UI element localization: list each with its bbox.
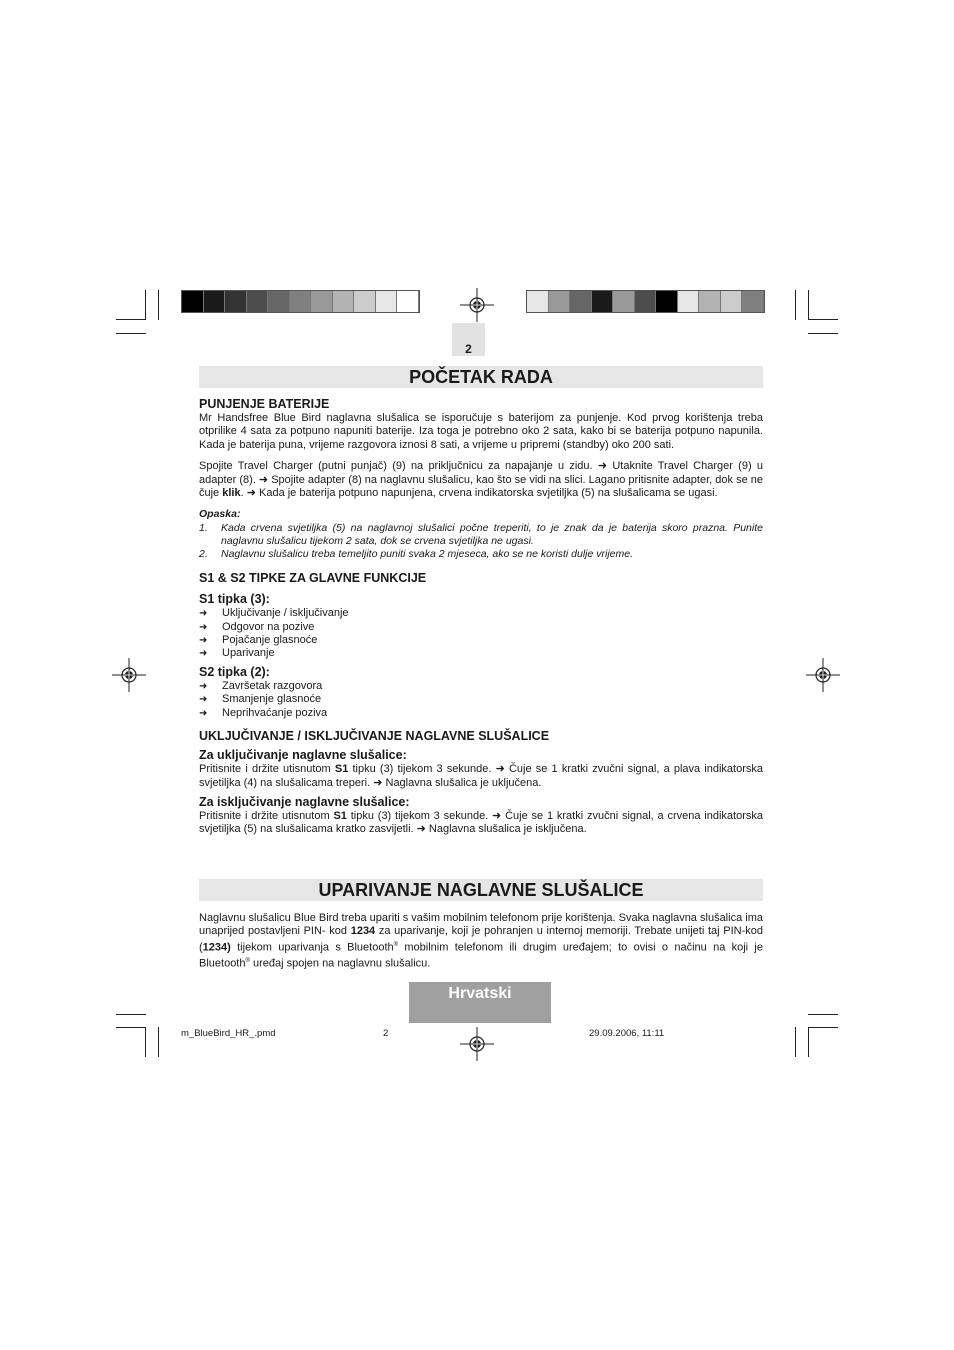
color-swatch <box>311 291 333 312</box>
paragraph-power-on: Pritisnite i držite utisnutom S1 tipku (3) tijekom 3 sekunde. ➜ Čuje se 1 kratki zvučni signal, a plava indikatorska svjetiljka (4) na slušalicama treperi. ➜ Naglavna slušalica je uključena. <box>199 763 764 789</box>
crop-mark <box>795 290 796 320</box>
color-swatch <box>268 291 290 312</box>
section-title-pairing: UPARIVANJE NAGLAVNE SLUŠALICE <box>199 879 763 901</box>
crop-mark <box>808 1014 838 1015</box>
arrow-icon: ➜ <box>199 635 208 647</box>
section-title-getting-started: POČETAK RADA <box>199 366 763 388</box>
page-number: 2 <box>465 342 472 356</box>
arrow-icon: ➜ <box>199 680 208 692</box>
list-item: ➜ Pojačanje glasnoće <box>199 634 318 647</box>
color-swatch <box>570 291 592 312</box>
section-body-getting-started <box>199 397 763 837</box>
color-swatch <box>225 291 247 312</box>
section-body-pairing <box>199 912 763 971</box>
note-title: Opaska: <box>199 508 241 521</box>
arrow-icon: ➜ <box>199 694 208 706</box>
list-item: ➜ Neprihvaćanje poziva <box>199 706 328 719</box>
crop-mark <box>116 1014 146 1015</box>
list-item: ➜ Uparivanje <box>199 647 275 660</box>
crop-mark <box>795 1027 796 1057</box>
crop-mark <box>145 1027 146 1057</box>
crop-mark <box>116 1027 146 1028</box>
heading-s1-key: S1 tipka (3): <box>199 592 270 607</box>
color-swatch <box>549 291 571 312</box>
color-swatch <box>204 291 226 312</box>
color-swatch <box>376 291 398 312</box>
crop-mark <box>808 319 838 320</box>
heading-battery-charging: PUNJENJE BATERIJE <box>199 397 330 411</box>
note-item: 1. Kada crvena svjetiljka (5) na naglavnoj slušalici počne treperiti, to je znak da je baterija skoro prazna. Punite naglavnu slušalicu tijekom 2 sata, dok se crvena svjetiljka ne ugasi. <box>199 521 763 547</box>
heading-power-on: Za uključivanje naglavne slušalice: <box>199 748 407 763</box>
paragraph-pairing: Naglavnu slušalicu Blue Bird treba upariti s vašim mobilnim telefonom prije korištenja. Svaka naglavna slušalica ima unaprijed postavljeni PIN- kod 1234 za uparivanje, koji je pohranjen u internoj memoriji. Trebate unijeti taj PIN-kod (1234) tijekom uparivanja s Bluetooth® mobilnim telefonom ili drugim uređajem; to ovisi o načinu na koji je Bluetooth® uređaj spojen na naglavnu slušalicu. <box>199 912 763 970</box>
color-swatch <box>592 291 614 312</box>
crop-mark <box>158 1027 159 1057</box>
footer-file-name: m_BlueBird_HR_.pmd <box>181 1028 276 1039</box>
heading-power-off: Za isključivanje naglavne slušalice: <box>199 794 410 809</box>
color-swatch <box>721 291 743 312</box>
language-tab: Hrvatski <box>409 982 551 1023</box>
color-swatch <box>247 291 269 312</box>
crop-mark <box>116 319 146 320</box>
crop-mark <box>808 290 809 320</box>
color-swatch <box>182 291 204 312</box>
color-swatch <box>333 291 355 312</box>
color-swatch <box>699 291 721 312</box>
registration-mark-icon <box>460 288 494 322</box>
paragraph-charging-steps: Spojite Travel Charger (putni punjač) (9) na priključnicu za napajanje u zidu. ➜ Utaknite Travel Charger (9) u adapter (8). ➜ Spojite adapter (8) na naglavnu slušalicu, kao što se vidi na slici. Lagano pritisnite adapter, dok se ne čuje klik. ➜ Kada je baterija potpuno napunjena, crvena indikatorska svjetiljka (5) na slušalicama se ugasi. <box>199 460 763 500</box>
arrow-icon: ➜ <box>199 707 208 719</box>
s2-function-list <box>199 680 763 720</box>
crop-mark <box>808 1027 809 1057</box>
crop-mark <box>116 333 146 334</box>
registration-mark-icon <box>806 658 840 692</box>
color-swatch <box>613 291 635 312</box>
list-item: ➜ Odgovor na pozive <box>199 620 315 633</box>
arrow-icon: ➜ <box>199 608 208 620</box>
paragraph-power-off: Pritisnite i držite utisnutom S1 tipku (3) tijekom 3 sekunde. ➜ Čuje se 1 kratki zvučni signal, a crvena indikatorska svjetiljka (5) na slušalicama kratko zasvijetli. ➜ Naglavna slušalica je isključena. <box>199 809 763 836</box>
color-swatch-bar-left <box>181 290 420 313</box>
registration-mark-icon <box>460 1027 494 1061</box>
color-swatch <box>742 291 764 312</box>
color-swatch <box>354 291 376 312</box>
color-swatch-bar-right <box>526 290 765 313</box>
arrow-icon: ➜ <box>199 621 208 633</box>
list-item: ➜ Smanjenje glasnoće <box>199 693 322 706</box>
crop-mark <box>808 333 838 334</box>
footer-page: 2 <box>383 1028 389 1039</box>
color-swatch <box>635 291 657 312</box>
color-swatch <box>397 291 419 312</box>
arrow-icon: ➜ <box>199 648 208 660</box>
color-swatch <box>290 291 312 312</box>
color-swatch <box>678 291 700 312</box>
paragraph-battery-info: Mr Handsfree Blue Bird naglavna slušalica se isporučuje s baterijom za punjenje. Kod prvog korištenja treba otprilike 4 sata za potpuno napuniti baterije. Iza toga je potrebno oko 2 sata, kako bi se baterija potpuno napunila. Kada je baterija puna, vrijeme razgovora iznosi 8 sati, a vrijeme u pripremi (standby) oko 200 sati. <box>199 412 763 451</box>
registration-mark-icon <box>112 658 146 692</box>
color-swatch <box>656 291 678 312</box>
heading-power-on-off: UKLJUČIVANJE / ISKLJUČIVANJE NAGLAVNE SLUŠALICE <box>199 729 550 744</box>
footer-date: 29.09.2006, 11:11 <box>589 1028 665 1039</box>
note-item: 2. Naglavnu slušalicu treba temeljito puniti svaka 2 mjeseca, ako se ne koristi dulje vrijeme. <box>199 548 634 561</box>
crop-mark <box>145 290 146 320</box>
list-item: ➜ Uključivanje / isključivanje <box>199 607 349 620</box>
crop-mark <box>158 290 159 320</box>
note-block <box>199 508 763 561</box>
list-item: ➜ Završetak razgovora <box>199 679 323 692</box>
heading-s2-key: S2 tipka (2): <box>199 664 270 679</box>
color-swatch <box>527 291 549 312</box>
crop-mark <box>808 1027 838 1028</box>
heading-main-keys: S1 & S2 TIPKE ZA GLAVNE FUNKCIJE <box>199 571 427 586</box>
s1-function-list <box>199 607 763 661</box>
